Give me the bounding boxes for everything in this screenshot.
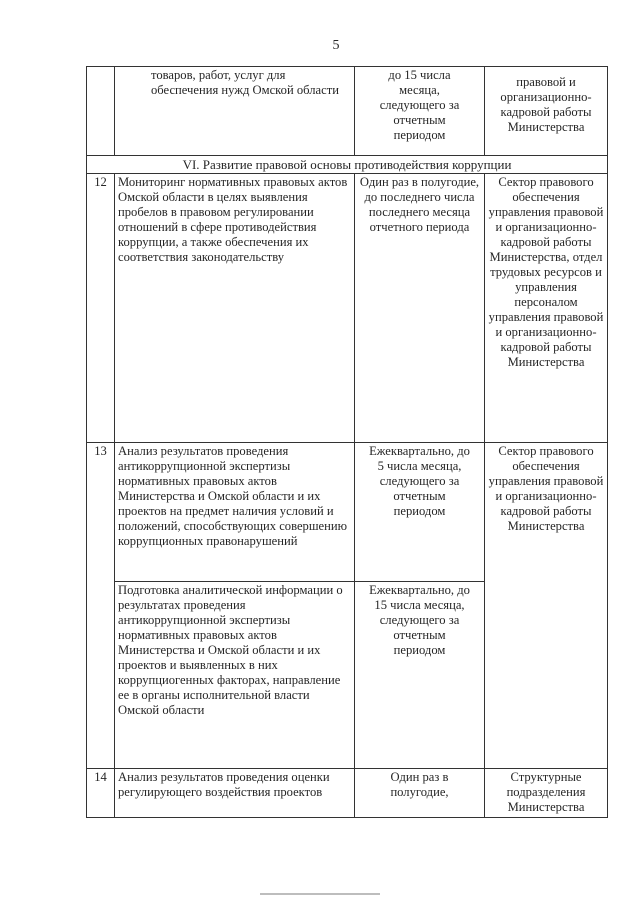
term-text: Один раз в полугодие, до последнего числа последнего месяца отчетного периода [355, 174, 485, 443]
measures-table [86, 66, 608, 818]
measure-text: товаров, работ, услуг для обеспечения нужд Омской области [115, 67, 355, 156]
section-heading: VI. Развитие правовой основы противодействия коррупции [87, 156, 608, 174]
term-text: до 15 числа месяца, следующего за отчетным периодом [355, 67, 485, 156]
measure-text: Анализ результатов проведения оценки регулирующего воздействия проектов [115, 769, 355, 818]
table-row [87, 769, 608, 818]
section-row [87, 156, 608, 174]
measure-text: Анализ результатов проведения антикоррупционной экспертизы нормативных правовых актов Министерства и Омской области и их проектов на предмет наличия условий и положений, способствующих совершению коррупционных правонарушений [115, 443, 355, 582]
row-number-cell [87, 67, 115, 156]
table-row [87, 443, 608, 582]
term-text: Ежеквартально, до 15 числа месяца, следующего за отчетным периодом [355, 582, 485, 769]
responsible-text: правовой и организационно-кадровой работы Министерства [485, 67, 608, 156]
responsible-text: Сектор правового обеспечения управления правовой и организационно-кадровой работы Министерства, отдел трудовых ресурсов и управления персоналом управления правовой и организационно-кадровой работы Министерства [485, 174, 608, 443]
row-number: 13 [87, 443, 115, 769]
table-row [87, 174, 608, 443]
responsible-text: Структурные подразделения Министерства [485, 769, 608, 818]
responsible-text: Сектор правового обеспечения управления правовой и организационно-кадровой работы Министерства [485, 443, 608, 769]
row-number: 14 [87, 769, 115, 818]
term-text: Ежеквартально, до 5 числа месяца, следующего за отчетным периодом [355, 443, 485, 582]
scan-edge-line [260, 893, 380, 895]
table-row [87, 67, 608, 156]
measure-text: Подготовка аналитической информации о результатах проведения антикоррупционной экспертизы нормативных правовых актов Министерства и Омской области и их проектов и выявленных в них коррупциогенных факторах, направление ее в органы исполнительной власти Омской области [115, 582, 355, 769]
term-text: Один раз в полугодие, [355, 769, 485, 818]
row-number: 12 [87, 174, 115, 443]
measure-text: Мониторинг нормативных правовых актов Омской области в целях выявления пробелов в правовом регулировании отношений в сфере противодействия коррупции, а также обеспечения их соответствия законодательству [115, 174, 355, 443]
page-number: 5 [332, 38, 340, 53]
